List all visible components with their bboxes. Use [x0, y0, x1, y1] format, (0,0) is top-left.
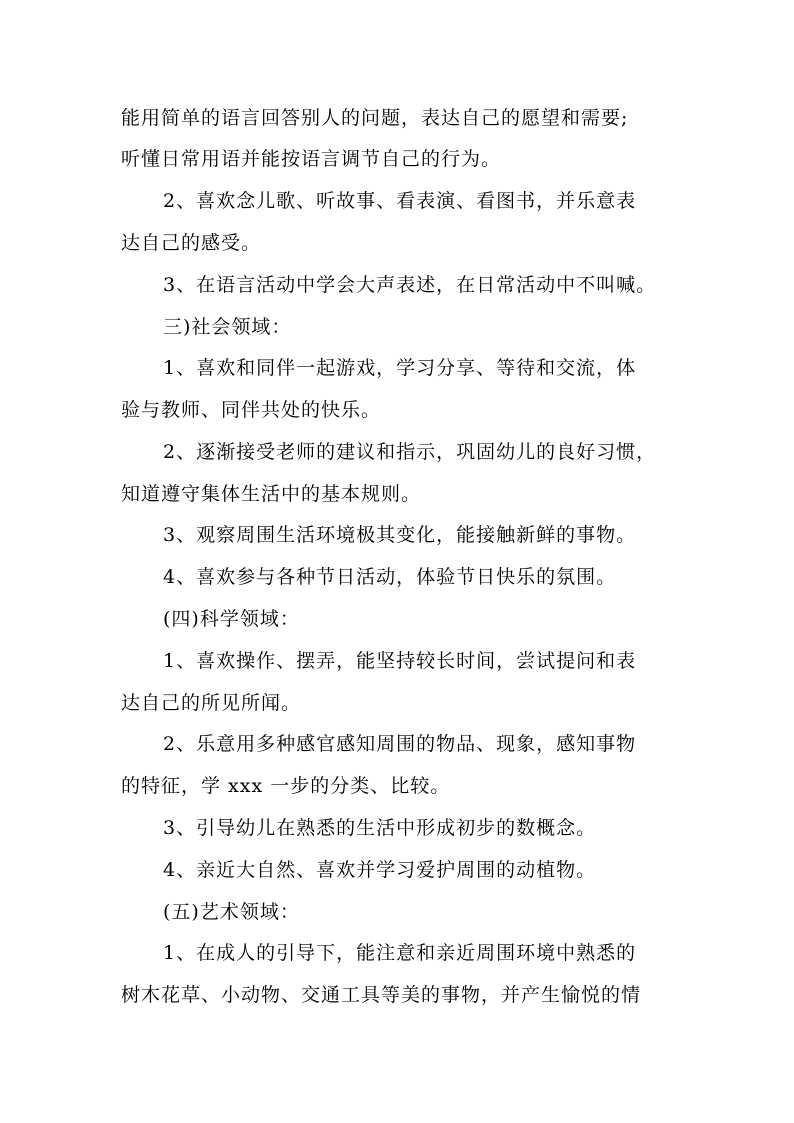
text-line: 树木花草、小动物、交通工具等美的事物，并产生愉悦的情	[121, 984, 642, 1006]
text-line: 4、亲近大自然、喜欢并学习爱护周围的动植物。	[163, 859, 597, 881]
section-heading: (五)艺术领域：	[163, 901, 300, 923]
text-line: 达自己的所见所闻。	[121, 692, 302, 714]
text-line: 达自己的感受。	[121, 232, 262, 254]
text-line: 1、喜欢和同伴一起游戏，学习分享、等待和交流，体	[163, 357, 637, 379]
text-line: 能用简单的语言回答别人的问题，表达自己的愿望和需要;	[121, 107, 629, 129]
text-line: 4、喜欢参与各种节日活动，体验节日快乐的氛围。	[163, 566, 617, 588]
text-line: 3、在语言活动中学会大声表述，在日常活动中不叫喊。	[163, 274, 657, 296]
text-line: 3、引导幼儿在熟悉的生活中形成初步的数概念。	[163, 817, 597, 839]
text-line: 验与教师、同伴共处的快乐。	[121, 399, 382, 421]
text-line: 听懂日常用语并能按语言调节自己的行为。	[121, 148, 502, 170]
text-line: 3、观察周围生活环境极其变化，能接触新鲜的事物。	[163, 524, 637, 546]
section-heading: 三)社会领域：	[163, 316, 292, 338]
text-line: 1、喜欢操作、摆弄，能坚持较长时间，尝试提问和表	[163, 650, 637, 672]
text-line: 2、逐渐接受老师的建议和指示，巩固幼儿的良好习惯，	[163, 441, 657, 463]
section-heading: (四)科学领域：	[163, 608, 300, 630]
text-line: 2、喜欢念儿歌、听故事、看表演、看图书，并乐意表	[163, 190, 637, 212]
text-line: 2、乐意用多种感官感知周围的物品、现象，感知事物	[163, 733, 637, 755]
text-line: 知道遵守集体生活中的基本规则。	[121, 483, 422, 505]
text-line: 1、在成人的引导下，能注意和亲近周围环境中熟悉的	[163, 942, 637, 964]
text-line: 的特征，学 xxx 一步的分类、比较。	[121, 775, 451, 797]
